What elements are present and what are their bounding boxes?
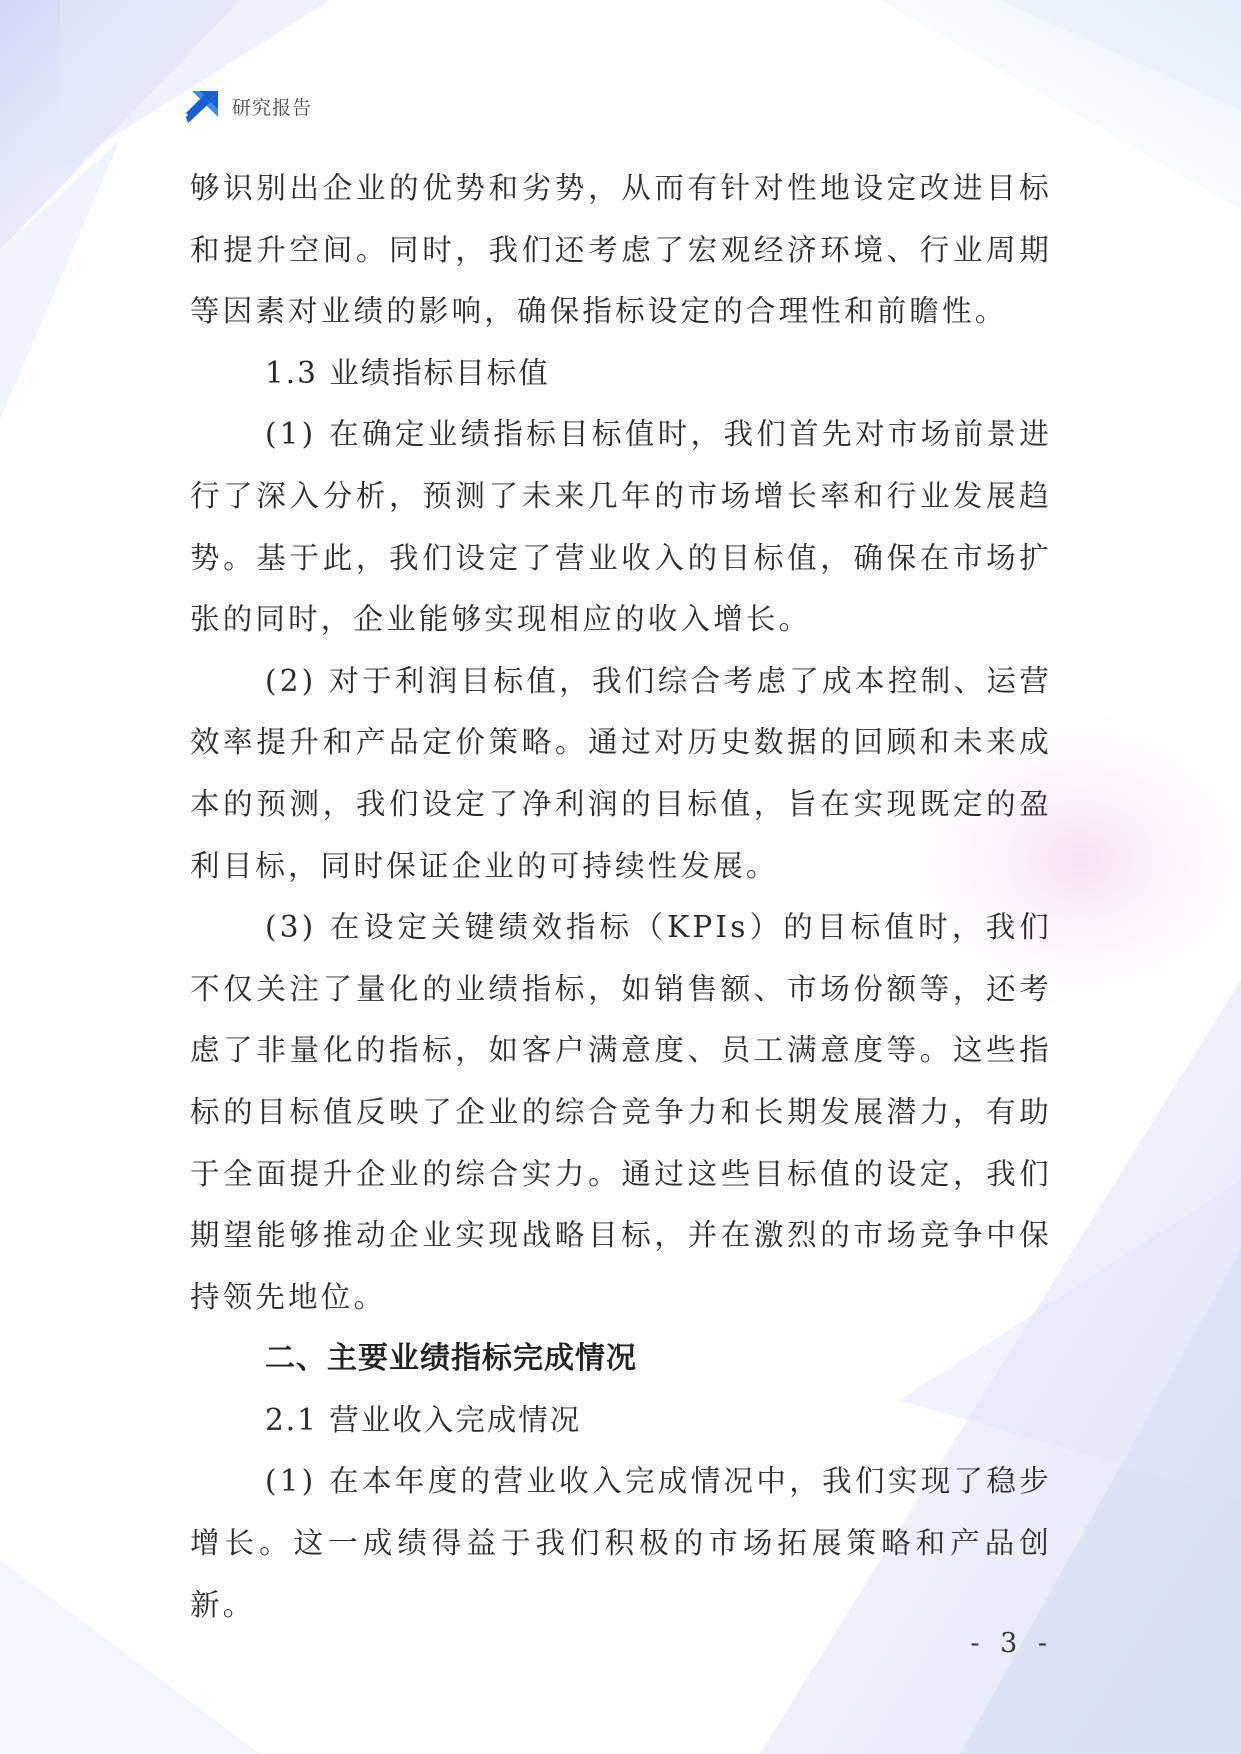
page-header	[186, 88, 312, 124]
document-body	[190, 158, 1052, 1636]
body-paragraph: (2) 对于利润目标值，我们综合考虑了成本控制、运营效率提升和产品定价策略。通过对历史数据的回顾和未来成本的预测，我们设定了净利润的目标值，旨在实现既定的盈利目标，同时保证企业的可持续性发展。	[190, 663, 1052, 883]
body-paragraph: 够识别出企业的优势和劣势，从而有针对性地设定改进目标和提升空间。同时，我们还考虑了宏观经济环境、行业周期等因素对业绩的影响，确保指标设定的合理性和前瞻性。	[190, 171, 1052, 329]
header-title: 研究报告	[232, 96, 313, 119]
body-paragraph: (3) 在设定关键绩效指标（KPIs）的目标值时，我们不仅关注了量化的业绩指标，如销售额、市场份额等，还考虑了非量化的指标，如客户满意度、员工满意度等。这些指标的目标值反映了企业的综合竞争力和长期发展潜力，有助于全面提升企业的综合实力。通过这些目标值的设定，我们期望能够推动企业实现战略目标，并在激烈的市场竞争中保持领先地位。	[190, 910, 1052, 1314]
body-paragraph: (1) 在本年度的营业收入完成情况中，我们实现了稳步增长。这一成绩得益于我们积极的市场拓展策略和产品创新。	[190, 1464, 1052, 1622]
subsection-heading: 1.3 业绩指标目标值	[265, 355, 550, 390]
subsection-heading: 2.1 营业收入完成情况	[265, 1402, 582, 1437]
report-logo-icon	[186, 89, 220, 123]
section-heading: 二、主要业绩指标完成情况	[265, 1341, 637, 1377]
body-paragraph: (1) 在确定业绩指标目标值时，我们首先对市场前景进行了深入分析，预测了未来几年的市场增长率和行业发展趋势。基于此，我们设定了营业收入的目标值，确保在市场扩张的同时，企业能够实现相应的收入增长。	[190, 417, 1052, 637]
page-number: - 3 -	[970, 1628, 1053, 1659]
